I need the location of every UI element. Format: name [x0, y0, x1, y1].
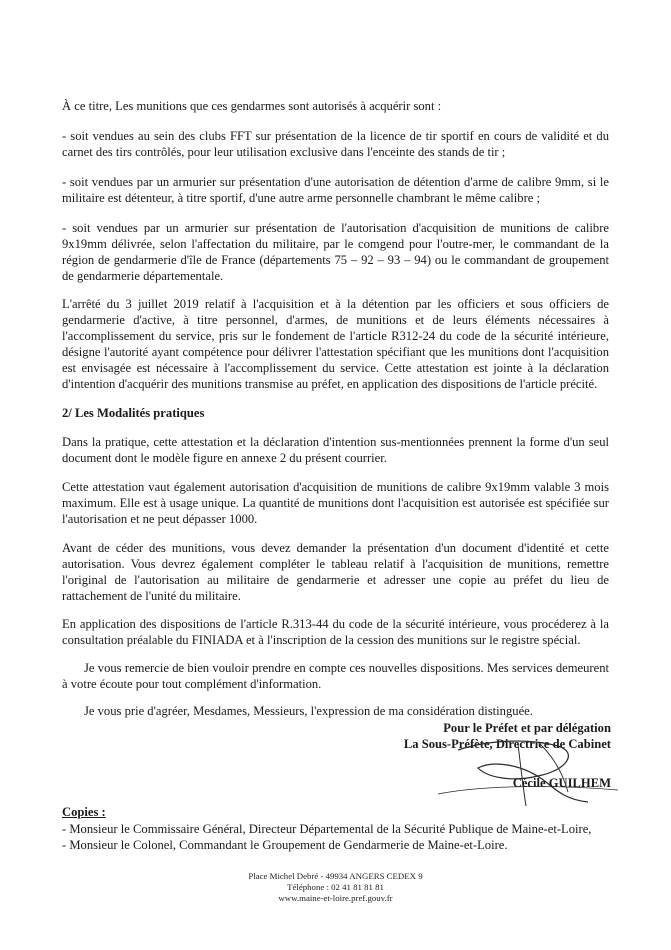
paragraph-arrete: L'arrêté du 3 juillet 2019 relatif à l'acquisition et à la détention par les officiers et sous officiers de gendarmerie d'active, à titre personnel, d'armes, de munitions et de leurs éléments nécessaires à l'accomplissement du service, pris sur le fondement de l'article R312-24 du code de la sécurité intérieure, désigne l'autorité ayant compétence pour délivrer l'attestation spécifiant que les munitions dont l'acquisition est envisagée est nécessaire à l'accomplissement du service. Cette attestation est jointe à la déclaration d'intention d'acquérir des munitions transmise au préfet, en application des dispositions de l'article précité.: [62, 297, 609, 391]
paragraph-salutations: Je vous prie d'agréer, Mesdames, Messieurs, l'expression de ma considération distinguée.: [84, 704, 533, 718]
footer-phone: Téléphone : 02 41 81 81 81: [287, 882, 384, 892]
paragraph-intro: À ce titre, Les munitions que ces gendarmes sont autorisés à acquérir sont :: [62, 99, 442, 113]
paragraph-armurier-9x19: - soit vendues par un armurier sur présentation de l'autorisation d'acquisition de munitions de calibre 9x19mm délivrée, selon l'affectation du militaire, par le comgend pour l'outre-mer, le commandant de la région de gendarmerie d'île de France (départements 75 – 92 – 93 – 94) ou le commandant de groupement de gendarmerie départementale.: [62, 221, 609, 283]
paragraph-armurier-9mm: - soit vendues par un armurier sur présentation d'une autorisation de détention d'arme de calibre 9mm, si le militaire est détenteur, à titre sportif, d'une autre arme personnelle chambrant le même calibre ;: [62, 175, 609, 205]
section-heading-modalites: 2/ Les Modalités pratiques: [62, 406, 205, 420]
handwritten-signature: [418, 720, 633, 810]
footer-address: Place Michel Debré - 49934 ANGERS CEDEX 9: [248, 871, 423, 881]
paragraph-fft-clubs: - soit vendues au sein des clubs FFT sur présentation de la licence de tir sportif en cours de validité et du carnet des tirs contrôlés, pour leur utilisation exclusive dans l'enceinte des stands de tir ;: [62, 129, 609, 159]
paragraph-finiada: En application des dispositions de l'article R.313-44 du code de la sécurité intérieure, vous procéderez à la consultation préalable du FINIADA et à l'inscription de la cession des munitions sur le registre spécial.: [62, 617, 609, 647]
paragraph-pratique: Dans la pratique, cette attestation et la déclaration d'intention sus-mentionnées prennent la forme d'un seul document dont le modèle figure en annexe 2 du présent courrier.: [62, 435, 609, 465]
copy-recipient: - Monsieur le Colonel, Commandant le Groupement de Gendarmerie de Maine-et-Loire.: [62, 838, 508, 852]
paragraph-ceder: Avant de céder des munitions, vous devez demander la présentation d'un document d'identité et cette autorisation. Vous devrez également compléter le tableau relatif à l'acquisition de munitions, remettre l'original de l'autorisation au militaire de gendarmerie et adresser une copie au préfet du lieu de rattachement de l'unité du militaire.: [62, 541, 609, 603]
paragraph-remerciement: Je vous remercie de bien vouloir prendre en compte ces nouvelles dispositions. Mes services demeurent à votre écoute pour tout complément d'information.: [62, 661, 609, 691]
signature-line-prefet: Pour le Préfet et par délégation: [443, 721, 611, 735]
footer-website[interactable]: www.maine-et-loire.pref.gouv.fr: [278, 893, 393, 903]
signatory-name: Cécile GUILHEM: [512, 776, 611, 790]
signature-line-title: La Sous-Préfète, Directrice de Cabinet: [403, 737, 611, 751]
paragraph-attestation: Cette attestation vaut également autorisation d'acquisition de munitions de calibre 9x19mm valable 3 mois maximum. Elle est à usage unique. La quantité de munitions dont l'acquisition est autorisée est spécifiée sur l'autorisation et ne peut dépasser 1000.: [62, 480, 609, 526]
copies-title: Copies :: [62, 805, 106, 819]
copy-recipient: - Monsieur le Commissaire Général, Directeur Départemental de la Sécurité Publique de Maine-et-Loire,: [62, 822, 592, 836]
